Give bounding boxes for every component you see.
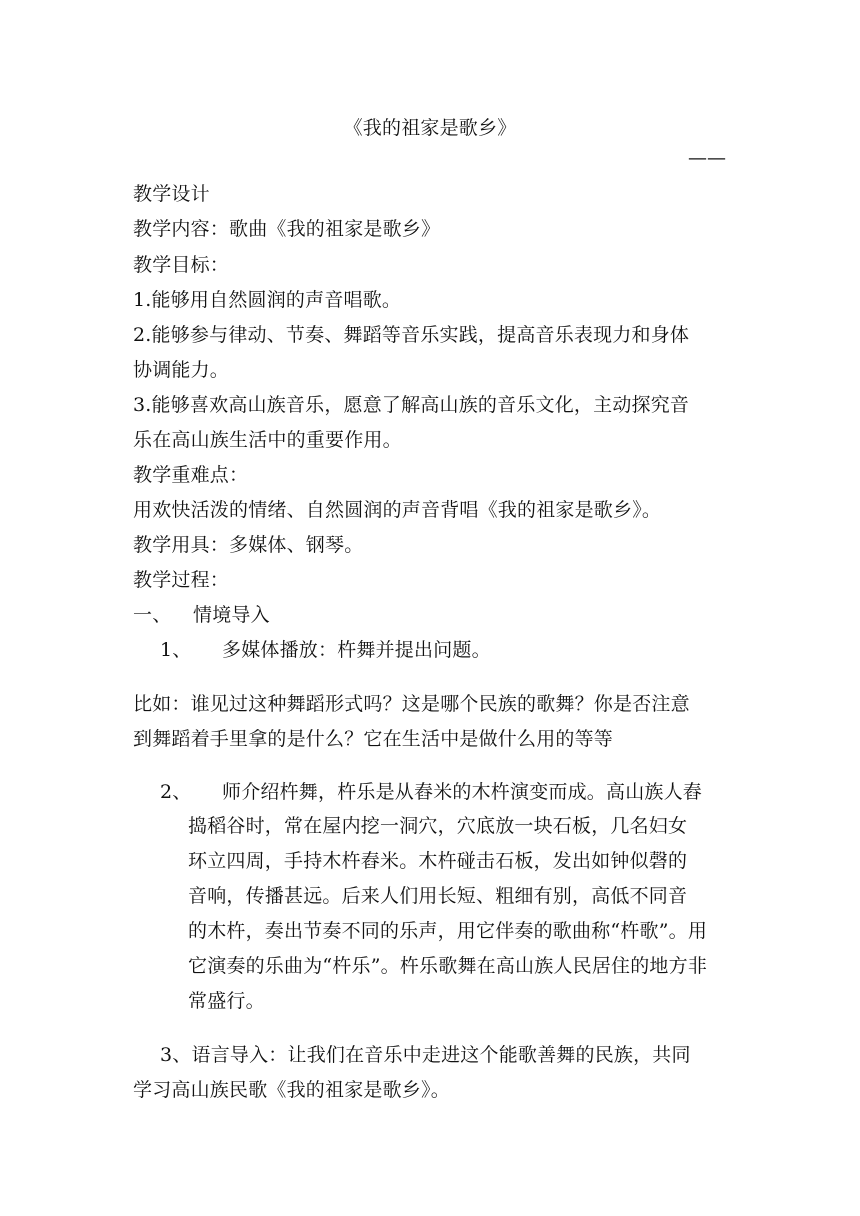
item-1-marker: 1、 (160, 639, 192, 661)
section-1-heading: 情境导入 (193, 604, 270, 626)
item-2-line-2: 捣稻谷时，常在屋内挖一洞穴，穴底放一块石板，几名妇女 (188, 815, 688, 837)
item-2-line-7: 常盛行。 (188, 990, 265, 1012)
section-heading-design: 教学设计 (133, 183, 210, 205)
goal-1: 1.能够用自然圆润的声音唱歌。 (133, 289, 402, 311)
item-2-line-1: 师介绍杵舞，杵乐是从舂米的木杵演变而成。高山族人舂 (222, 781, 703, 803)
item-3-line-2: 学习高山族民歌《我的祖家是歌乡》。 (133, 1079, 450, 1101)
example-line-2: 到舞蹈着手里拿的是什么？它在生活中是做什么用的等等 (133, 728, 614, 750)
example-line-1: 比如：谁见过这种舞蹈形式吗？这是哪个民族的歌舞？你是否注意 (133, 693, 690, 715)
item-3-line-1: 3、语言导入：让我们在音乐中走进这个能歌善舞的民族，共同 (160, 1044, 691, 1066)
item-1-text: 多媒体播放：杵舞并提出问题。 (222, 639, 491, 661)
teaching-goals-label: 教学目标： (133, 254, 230, 276)
key-difficulties-label: 教学重难点： (133, 464, 249, 486)
key-difficulties-text: 用欢快活泼的情绪、自然圆润的声音背唱《我的祖家是歌乡》。 (133, 499, 662, 521)
goal-3-line-1: 3.能够喜欢高山族音乐，愿意了解高山族的音乐文化，主动探究音 (133, 394, 690, 416)
goal-3-line-2: 乐在高山族生活中的重要作用。 (133, 429, 402, 451)
item-2-line-6: 它演奏的乐曲为“杵乐”。杵乐歌舞在高山族人民居住的地方非 (188, 955, 708, 977)
teaching-process-label: 教学过程： (133, 569, 230, 591)
author-dash: —— (688, 147, 726, 169)
item-2-marker: 2、 (160, 781, 192, 803)
goal-2-line-1: 2.能够参与律动、节奏、舞蹈等音乐实践，提高音乐表现力和身体 (133, 324, 690, 346)
goal-2-line-2: 协调能力。 (133, 359, 230, 381)
item-2-line-4: 音响，传播甚远。后来人们用长短、粗细有别，高低不同音 (188, 885, 688, 907)
item-2-line-3: 环立四周，手持木杵舂米。木杵碰击石板，发出如钟似磬的 (188, 850, 688, 872)
teaching-tools: 教学用具：多媒体、钢琴。 (133, 534, 364, 556)
item-2-line-5: 的木杵，奏出节奏不同的乐声，用它伴奏的歌曲称“杵歌”。用 (188, 920, 708, 942)
section-1-marker: 一、 (133, 604, 172, 626)
teaching-content: 教学内容：歌曲《我的祖家是歌乡》 (133, 218, 441, 240)
document-title: 《我的祖家是歌乡》 (343, 117, 517, 139)
